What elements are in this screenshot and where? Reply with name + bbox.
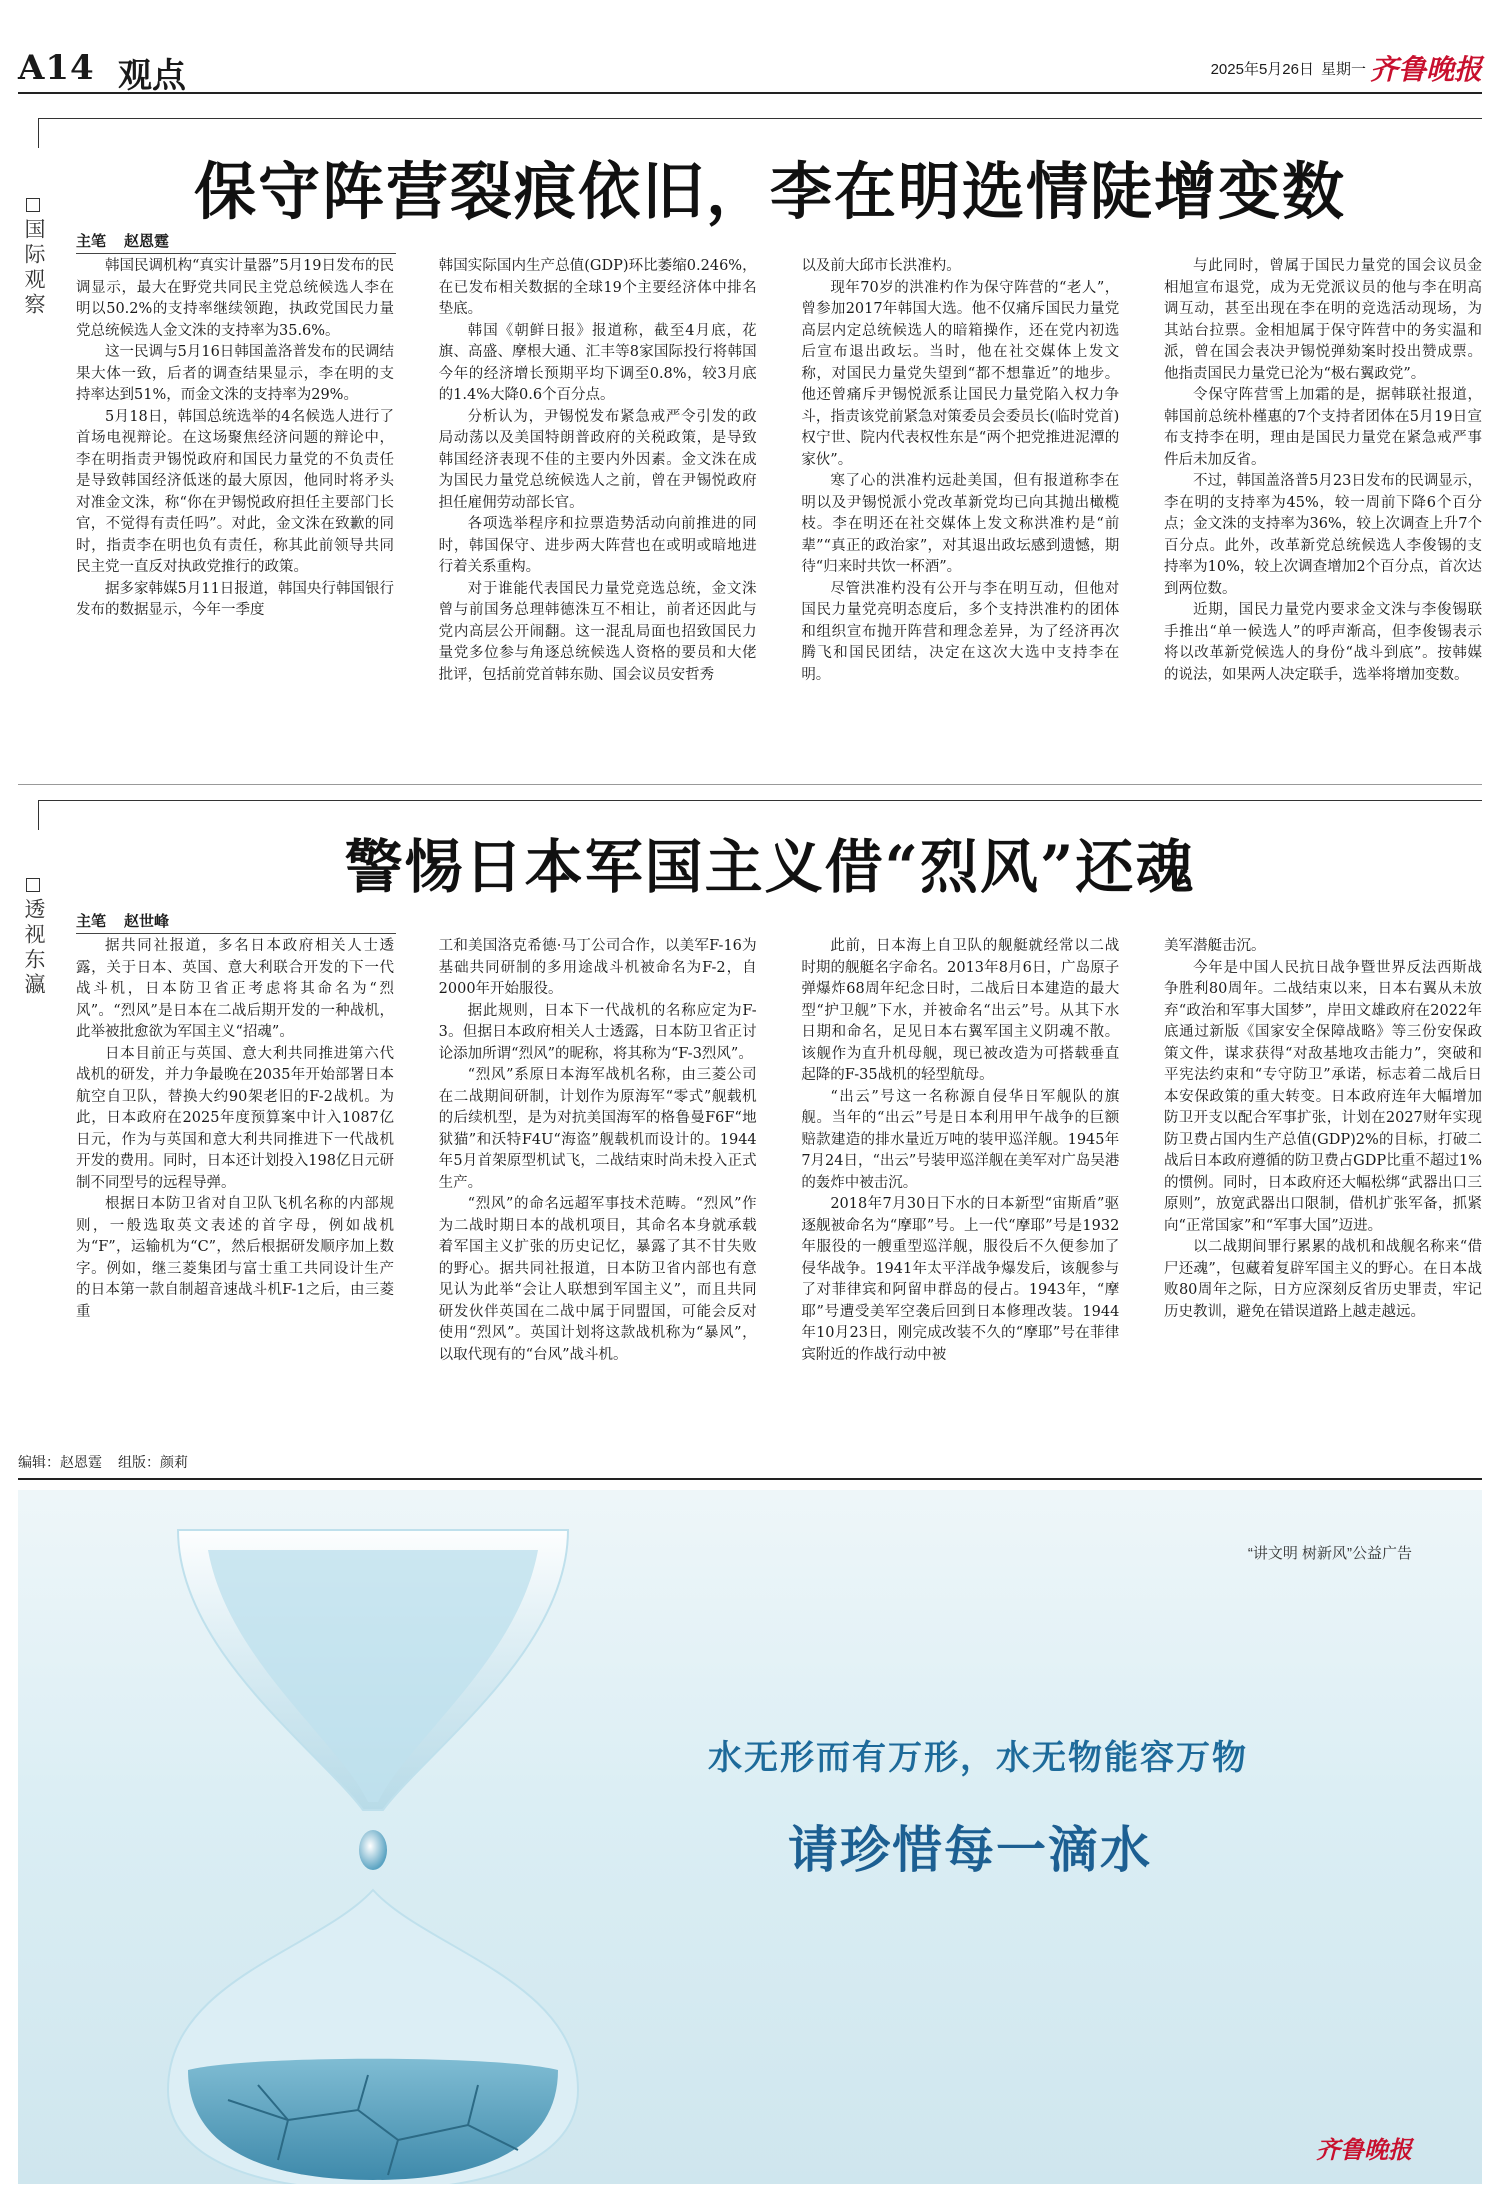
section-name: 观点: [118, 56, 186, 96]
column-tag-text: 透视东瀛: [22, 898, 45, 998]
paragraph: 近期，国民力量党内要求金文洙与李俊锡联手推出“单一候选人”的呼声渐高，但李俊锡表示将以改革新党候选人的身份“战斗到底”。按韩媒的说法，如果两人决定联手，选举将增加变数。: [1163, 602, 1482, 683]
byline: [76, 910, 396, 934]
paragraph: 此前，日本海上自卫队的舰艇就经常以二战时期的舰艇名字命名。2013年8月6日，广岛原子弹爆炸68周年纪念日时，二战后日本建造的最大型“护卫舰”下水，并被命名“出云”号。从其下水日期和命名，足见日本右翼军国主义阴魂不散。该舰作为直升机母舰，现已被改造为可搭载垂直起降的F-35战机的轻型航母。: [801, 938, 1120, 1083]
text-column: [76, 256, 394, 756]
article-left-rule: [38, 800, 39, 830]
byline: [76, 230, 396, 254]
text-column: [801, 936, 1119, 1426]
editor-name: 编辑：赵恩霆: [18, 1454, 102, 1470]
paragraph: 据共同社报道，多名日本政府相关人士透露，关于日本、英国、意大利联合开发的下一代战斗机，日本防卫省正考虑将其命名为“烈风”。“烈风”是日本在二战后期开发的一种战机，此举被批愈欲为军国主义“招魂”。: [76, 938, 394, 1040]
paper-logo: 齐鲁晚报: [1369, 53, 1482, 86]
article-left-rule: [38, 118, 39, 148]
column-tag-text: 国际观察: [22, 218, 45, 318]
paragraph: 据此规则，日本下一代战机的名称应定为F-3。但据日本政府相关人士透露，日本防卫省正讨论添加所谓“烈风”的昵称，将其称为“F-3烈风”。: [438, 1002, 757, 1062]
paragraph: 根据日本防卫省对自卫队飞机名称的内部规则，一般选取英文表述的首字母，例如战机为“F”，运输机为“C”，然后根据研发顺序加上数字。例如，继三菱集团与富士重工共同设计生产的日本第一款自制超音速战斗机F-1之后，由三菱重: [76, 1196, 394, 1320]
paragraph: 对于谁能代表国民力量党竞选总统，金文洙曾与前国务总理韩德洙互不相让，前者还因此与党内高层公开闹翻。这一混乱局面也招致国民力量党多位参与角逐总统候选人资格的要员和大佬批评，包括前党首韩东勋、国会议员安哲秀: [438, 580, 757, 683]
editor-credits: [18, 1452, 1482, 1480]
paragraph: 与此同时，曾属于国民力量党的国会议员金相旭宣布退党，成为无党派议员的他与李在明高调互动，甚至出现在李在明的竞选活动现场，为其站台拉票。金相旭属于保守阵营中的务实温和派，曾在国会表决尹锡悦弹劾案时投出赞成票。他指责国民力量党已沦为“极右翼政党”。: [1163, 258, 1482, 382]
issue-weekday: 星期一: [1320, 61, 1366, 78]
paragraph: 不过，韩国盖洛普5月23日发布的民调显示，李在明的支持率为45%，较一周前下降6个百分点；金文洙的支持率为36%，较上次调查上升7个百分点。此外，改革新党总统候选人李俊锡的支持率为10%，较上次调查增加2个百分点，首次达到两位数。: [1163, 473, 1482, 597]
byline-author: 赵恩霆: [124, 233, 170, 250]
article-top-rule: [38, 118, 1482, 119]
text-column: [1164, 256, 1482, 756]
paragraph: 以及前大邱市长洪准杓。: [801, 258, 961, 274]
article-title: 保守阵营裂痕依旧，李在明选情陡增变数: [193, 155, 1346, 228]
paragraph: 韩国《朝鲜日报》报道称，截至4月底，花旗、高盛、摩根大通、汇丰等8家国际投行将韩国今年的经济增长预期平均下调至0.8%，较3月底的1.4%大降0.6个百分点。: [438, 322, 757, 403]
paragraph: “烈风”系原日本海军战机名称，由三菱公司在二战期间研制，计划作为原海军“零式”舰载机的后续机型，是为对抗美国海军的格鲁曼F6F“地狱猫”和沃特F4U“海盗”舰载机而设计的。1944年5月首架原型机试飞，二战结束时尚未投入正式生产。: [438, 1067, 757, 1191]
paragraph: 美军潜艇击沉。: [1163, 938, 1266, 954]
paragraph: 尽管洪准杓没有公开与李在明互动，但他对国民力量党亮明态度后，多个支持洪准杓的团体和组织宣布抛开阵营和理念差异，为了经济再次腾飞和国民团结，决定在这次大选中支持李在明。: [801, 580, 1120, 683]
square-icon: [26, 198, 40, 212]
paragraph: 现年70岁的洪准杓作为保守阵营的“老人”，曾参加2017年韩国大选。他不仅痛斥国民力量党高层内定总统候选人的暗箱操作，还在党内初选后宣布退出政坛。当时，他在社交媒体上发文称，对国民力量党失望到“都不想靠近”的地步。他还曾痛斥尹锡悦派系让国民力量党陷入权力争斗，指责该党前紧急对策委员会委员长(临时党首)权宁世、院内代表权性东是“两个把党推进泥潭的家伙”。: [801, 279, 1120, 468]
paragraph: 今年是中国人民抗日战争暨世界反法西斯战争胜利80周年。二战结束以来，日本右翼从未放弃“政治和军事大国梦”，岸田文雄政府在2022年底通过新版《国家安全保障战略》等三份安保政策文件，谋求获得“对敌基地攻击能力”，突破和平宪法约束和“专守防卫”承诺，标志着二战后日本安保政策的重大转变。日本政府连年大幅增加防卫开支以配合军事扩张，计划在2027财年实现防卫费占国内生产总值(GDP)2%的目标，打破二战后日本政府遵循的防卫费占GDP比重不超过1%的惯例。同时，日本政府还大幅松绑“武器出口三原则”，放宽武器出口限制，借机扩张军备，抓紧向“正常国家”和“军事大国”迈进。: [1163, 959, 1482, 1234]
public-service-ad: [18, 1490, 1482, 2184]
paragraph: 2018年7月30日下水的日本新型“宙斯盾”驱逐舰被命名为“摩耶”号。上一代“摩耶”号是1932年服役的一艘重型巡洋舰，服役后不久便参加了侵华战争。1941年太平洋战争爆发后，该舰参与了对菲律宾和阿留申群岛的侵占。1943年，“摩耶”号遭受美军空袭后回到日本修理改装。1944年10月23日，刚完成改装不久的“摩耶”号在菲律宾附近的作战行动中被: [801, 1196, 1120, 1363]
paragraph: 这一民调与5月16日韩国盖洛普发布的民调结果大体一致，后者的调查结果显示，李在明的支持率达到51%，而金文洙的支持率为29%。: [76, 344, 394, 403]
paragraph: 韩国实际国内生产总值(GDP)环比萎缩0.246%，在已发布相关数据的全球19个主要经济体中排名垫底。: [438, 258, 757, 317]
paragraph: 以二战期间罪行累累的战机和战舰名称来“借尸还魂”，包藏着复辟军国主义的野心。在日本战败80周年之际，日方应深刻反省历史罪责，牢记历史教训，避免在错误道路上越走越远。: [1163, 1239, 1482, 1320]
text-column: [76, 936, 394, 1426]
paragraph: 韩国民调机构“真实计量器”5月19日发布的民调显示，最大在野党共同民主党总统候选人李在明以50.2%的支持率继续领跑，执政党国民力量党总统候选人金文洙的支持率为35.6%。: [76, 258, 394, 339]
text-column: [439, 256, 757, 756]
water-drop: [359, 1830, 387, 1870]
article-body: [76, 256, 1482, 756]
ad-headline: 请珍惜每一滴水: [788, 1822, 1152, 1878]
paragraph: 寒了心的洪准杓远赴美国，但有报道称李在明以及尹锡悦派小党改革新党均已向其抛出橄榄枝。李在明还在社交媒体上发文称洪准杓是“前辈”“真正的政治家”，对其退出政坛感到遗憾，期待“归来时共饮一杯酒”。: [801, 473, 1120, 575]
paragraph: 令保守阵营雪上加霜的是，据韩联社报道，韩国前总统朴槿惠的7个支持者团体在5月19日宣布支持李在明，理由是国民力量党在紧急戒严事件后未加反省。: [1163, 387, 1482, 468]
paragraph: “烈风”的命名远超军事技术范畴。“烈风”作为二战时期日本的战机项目，其命名本身就承载着军国主义扩张的历史记忆，暴露了其不甘失败的野心。据共同社报道，日本防卫省内部也有意见认为此举“会让人联想到军国主义”，而且共同研发伙伴英国在二战中属于同盟国，可能会反对使用“烈风”。英国计划将这款战机称为“暴风”，以取代现有的“台风”战斗机。: [438, 1196, 757, 1363]
paragraph: 各项选举程序和拉票造势活动向前推进的同时，韩国保守、进步两大阵营也在或明或暗地进行着关系重构。: [438, 516, 757, 575]
article-korea-election: [18, 118, 1482, 773]
text-column: [1164, 936, 1482, 1426]
byline-role: 主笔: [76, 233, 107, 250]
article-top-rule: [38, 800, 1482, 801]
square-icon: [26, 878, 40, 892]
paragraph: 分析认为，尹锡悦发布紧急戒严令引发的政局动荡以及美国特朗普政府的关税政策，是导致韩国经济表现不佳的主要内外因素。金文洙在成为国民力量党总统候选人之前，曾在尹锡悦政府担任雇佣劳动部长官。: [438, 408, 757, 511]
page-number: A14: [18, 48, 95, 88]
paragraph: 工和美国洛克希德·马丁公司合作，以美军F-16为基础共同研制的多用途战斗机被命名为F-2，自2000年开始服役。: [438, 938, 757, 997]
paragraph: 据多家韩媒5月11日报道，韩国央行韩国银行发布的数据显示，今年一季度: [76, 580, 394, 618]
article-body: [76, 936, 1482, 1426]
text-column: [439, 936, 757, 1426]
paragraph: 5月18日，韩国总统选举的4名候选人进行了首场电视辩论。在这场聚焦经济问题的辩论中，李在明指责尹锡悦政府和国民力量党的不负责任是导致韩国经济低迷的最大原因，他同时将矛头对准金文洙，称“你在尹锡悦政府担任主要部门长官，不觉得有责任吗”。对此，金文洙在致歉的同时，指责李在明也负有责任，称其此前领导共同民主党一直反对执政党推行的政策。: [76, 408, 394, 575]
ad-paper-logo: 齐鲁晚报: [1316, 2135, 1412, 2164]
layout-name: 组版：颜莉: [118, 1454, 188, 1470]
article-japan-militarism: [18, 800, 1482, 1438]
text-column: [801, 256, 1119, 756]
article-title: 警惕日本军国主义借“烈风”还魂: [344, 833, 1196, 901]
byline-author: 赵世峰: [124, 913, 170, 930]
paragraph: “出云”号这一名称源自侵华日军舰队的旗舰。当年的“出云”号是日本利用甲午战争的巨额赔款建造的排水量近万吨的装甲巡洋舰。1945年7月24日，“出云”号装甲巡洋舰在美军对广岛吴港的轰炸中被击沉。: [801, 1088, 1120, 1191]
masthead: [18, 44, 1482, 94]
paragraph: 日本目前正与英国、意大利共同推进第六代战机的研发，并力争最晚在2035年开始部署日本航空自卫队，替换大约90架老旧的F-2战机。为此，日本政府在2025年度预算案中计入1087亿日元，作为与英国和意大利共同推进下一代战机开发的费用。同时，日本还计划投入198亿日元研制不同型号的远程导弹。: [76, 1045, 394, 1191]
ad-slogan: 水无形而有万形，水无物能容万物: [708, 1738, 1248, 1778]
ad-tag: “讲文明 树新风”公益广告: [1247, 1545, 1412, 1562]
section-divider: [18, 784, 1482, 785]
column-tag: [18, 878, 48, 998]
byline-role: 主笔: [76, 913, 107, 930]
hourglass-water-drop-illustration: [138, 1510, 608, 2184]
issue-date: 2025年5月26日: [1210, 61, 1314, 78]
column-tag: [18, 198, 48, 318]
